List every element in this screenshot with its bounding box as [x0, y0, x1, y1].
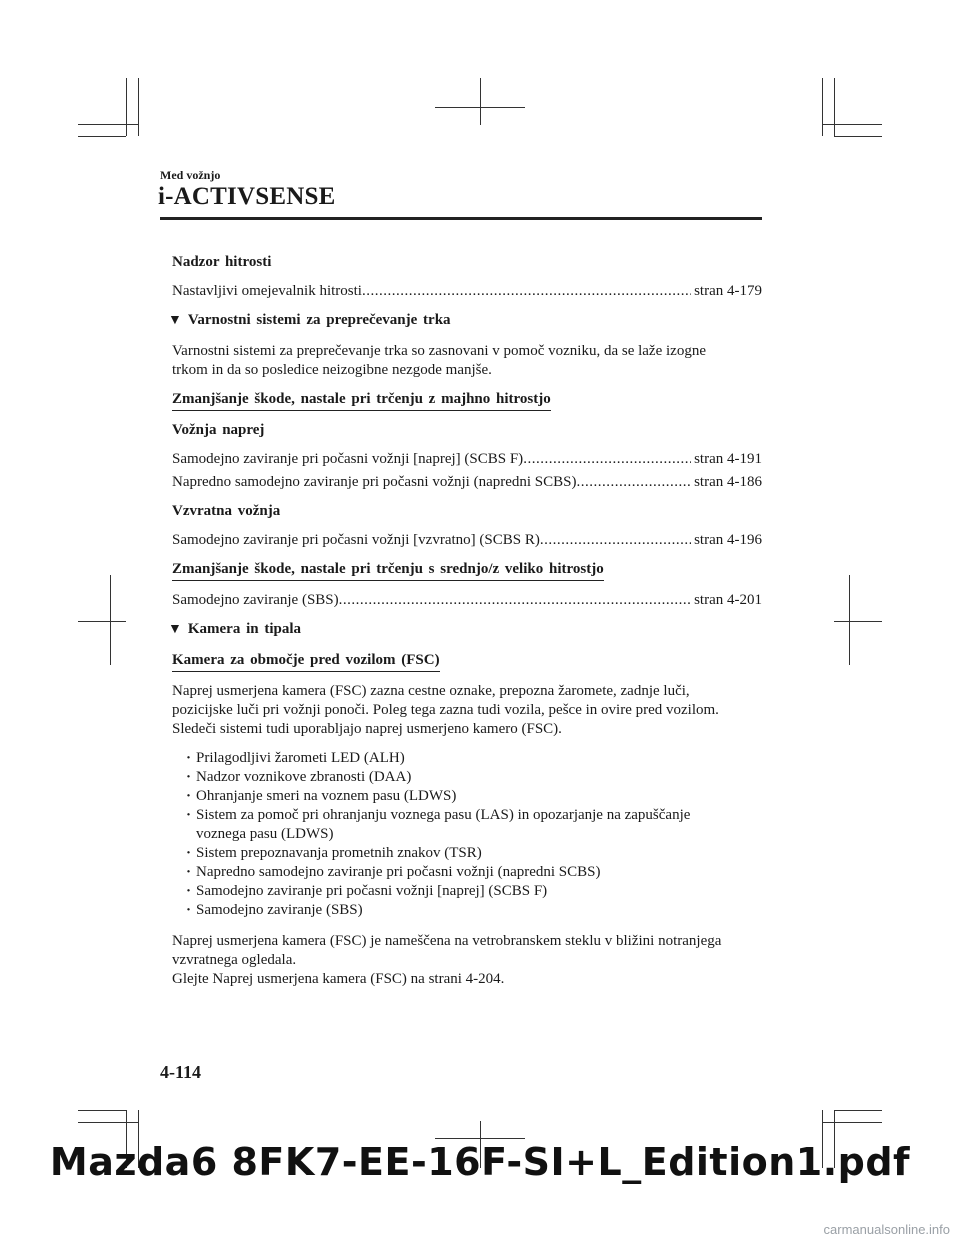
toc-entry [172, 591, 762, 610]
toc-entry-page: stran 4-201 [694, 592, 762, 608]
underlined-heading: Zmanjšanje škode, nastale pri trčenju z majhno hitrostjo [172, 390, 551, 411]
list-item: · Napredno samodejno zaviranje pri počasni vožnji (napredni SCBS) [186, 863, 762, 882]
toc-leader [540, 531, 691, 550]
underlined-heading: Zmanjšanje škode, nastale pri trčenju s srednjo/z veliko hitrostjo [172, 560, 604, 581]
paragraph-line: pozicijske luči pri vožnji ponoči. Poleg tega zazna tudi vozila, pešce in ovire pred vozilom. [172, 702, 719, 718]
paragraph-line: trkom in da so posledice neizogibne nezgode manjše. [172, 362, 492, 378]
section-heading-text: Kamera in tipala [187, 621, 302, 637]
reverse-heading: Vzvratna vožnja [172, 503, 281, 519]
crop-mark [849, 575, 850, 665]
crop-mark [822, 78, 823, 136]
toc-entry-page: stran 4-186 [694, 474, 762, 490]
toc-leader [339, 591, 691, 610]
paragraph-line: Glejte Naprej usmerjena kamera (FSC) na strani 4-204. [172, 971, 505, 987]
crop-mark [78, 124, 138, 125]
list-item: · Sistem prepoznavanja prometnih znakov (TSR) [186, 844, 762, 863]
crop-mark [834, 78, 835, 136]
speed-heading: Nadzor hitrosti [172, 254, 272, 270]
crop-mark [78, 1110, 126, 1111]
list-item-line: Sistem za pomoč pri ohranjanju voznega pasu (LAS) in opozarjanje na zapuščanje [196, 807, 691, 823]
crop-mark [110, 575, 111, 665]
chapter-label: Med vožnjo [160, 168, 221, 182]
crop-mark [126, 78, 127, 136]
toc-leader [576, 473, 691, 492]
paragraph-line: vzvratnega ogledala. [172, 952, 297, 968]
footer-filename: Mazda6 8FK7-EE-16F-SI+L_Edition1.pdf [49, 1140, 911, 1184]
list-item: · Ohranjanje smeri na voznem pasu (LDWS) [186, 787, 762, 806]
toc-entry [172, 282, 762, 301]
underlined-heading: Kamera za območje pred vozilom (FSC) [172, 651, 440, 672]
intro-paragraph [172, 342, 762, 380]
page-number: 4-114 [160, 1062, 202, 1082]
crop-mark [834, 621, 882, 622]
crop-mark [822, 1122, 882, 1123]
closing-paragraph [172, 932, 762, 989]
toc-entry-text: Nastavljivi omejevalnik hitrosti [172, 283, 362, 299]
crop-mark [435, 107, 525, 108]
list-item: · Prilagodljivi žarometi LED (ALH) [186, 749, 762, 768]
page-content [168, 253, 762, 999]
paragraph-line: Naprej usmerjena kamera (FSC) je nameščena na vetrobranskem steklu v bližini notranjega [172, 933, 722, 949]
section-heading [168, 311, 762, 330]
toc-entry-text: Samodejno zaviranje pri počasni vožnji [naprej] (SCBS F) [172, 451, 524, 467]
toc-entry-text: Samodejno zaviranje (SBS) [172, 592, 339, 608]
paragraph-line: Varnostni sistemi za preprečevanje trka so zasnovani v pomoč vozniku, da se laže izogne [172, 343, 706, 359]
toc-entry [172, 473, 762, 492]
list-item-line: voznega pasu (LDWS) [196, 826, 334, 842]
header-divider [160, 217, 762, 220]
systems-list [186, 749, 762, 920]
triangle-marker-icon: ▼ [168, 622, 182, 637]
list-item: · Samodejno zaviranje pri počasni vožnji [naprej] (SCBS F) [186, 882, 762, 901]
toc-leader [362, 282, 691, 301]
crop-mark [834, 136, 882, 137]
crop-mark [78, 621, 126, 622]
crop-mark [78, 1122, 138, 1123]
toc-leader [523, 450, 691, 469]
section-heading-text: Varnostni sistemi za preprečevanje trka [187, 312, 451, 328]
camera-paragraph [172, 682, 762, 739]
watermark: carmanualsonline.info [823, 1222, 950, 1237]
triangle-marker-icon: ▼ [168, 313, 182, 328]
list-item: · Samodejno zaviranje (SBS) [186, 901, 762, 920]
paragraph-line: Naprej usmerjena kamera (FSC) zazna cestne oznake, prepozna žaromete, zadnje luči, [172, 683, 690, 699]
crop-mark [834, 1110, 882, 1111]
paragraph-line: Sledeči sistemi tudi uporabljajo naprej usmerjeno kamero (FSC). [172, 721, 562, 737]
toc-entry [172, 450, 762, 469]
list-item: · Nadzor voznikove zbranosti (DAA) [186, 768, 762, 787]
crop-mark [435, 1138, 525, 1139]
crop-mark [78, 136, 126, 137]
toc-entry-page: stran 4-196 [694, 532, 762, 548]
toc-entry [172, 531, 762, 550]
forward-heading: Vožnja naprej [172, 422, 265, 438]
list-item [186, 806, 762, 844]
crop-mark [822, 124, 882, 125]
toc-entry-page: stran 4-179 [694, 283, 762, 299]
toc-entry-text: Napredno samodejno zaviranje pri počasni vožnji (napredni SCBS) [172, 474, 577, 490]
crop-mark [138, 78, 139, 136]
crop-mark [480, 78, 481, 125]
section-heading [168, 620, 762, 639]
page-title: i-ACTIVSENSE [158, 183, 336, 210]
toc-entry-text: Samodejno zaviranje pri počasni vožnji [vzvratno] (SCBS R) [172, 532, 540, 548]
toc-entry-page: stran 4-191 [694, 451, 762, 467]
